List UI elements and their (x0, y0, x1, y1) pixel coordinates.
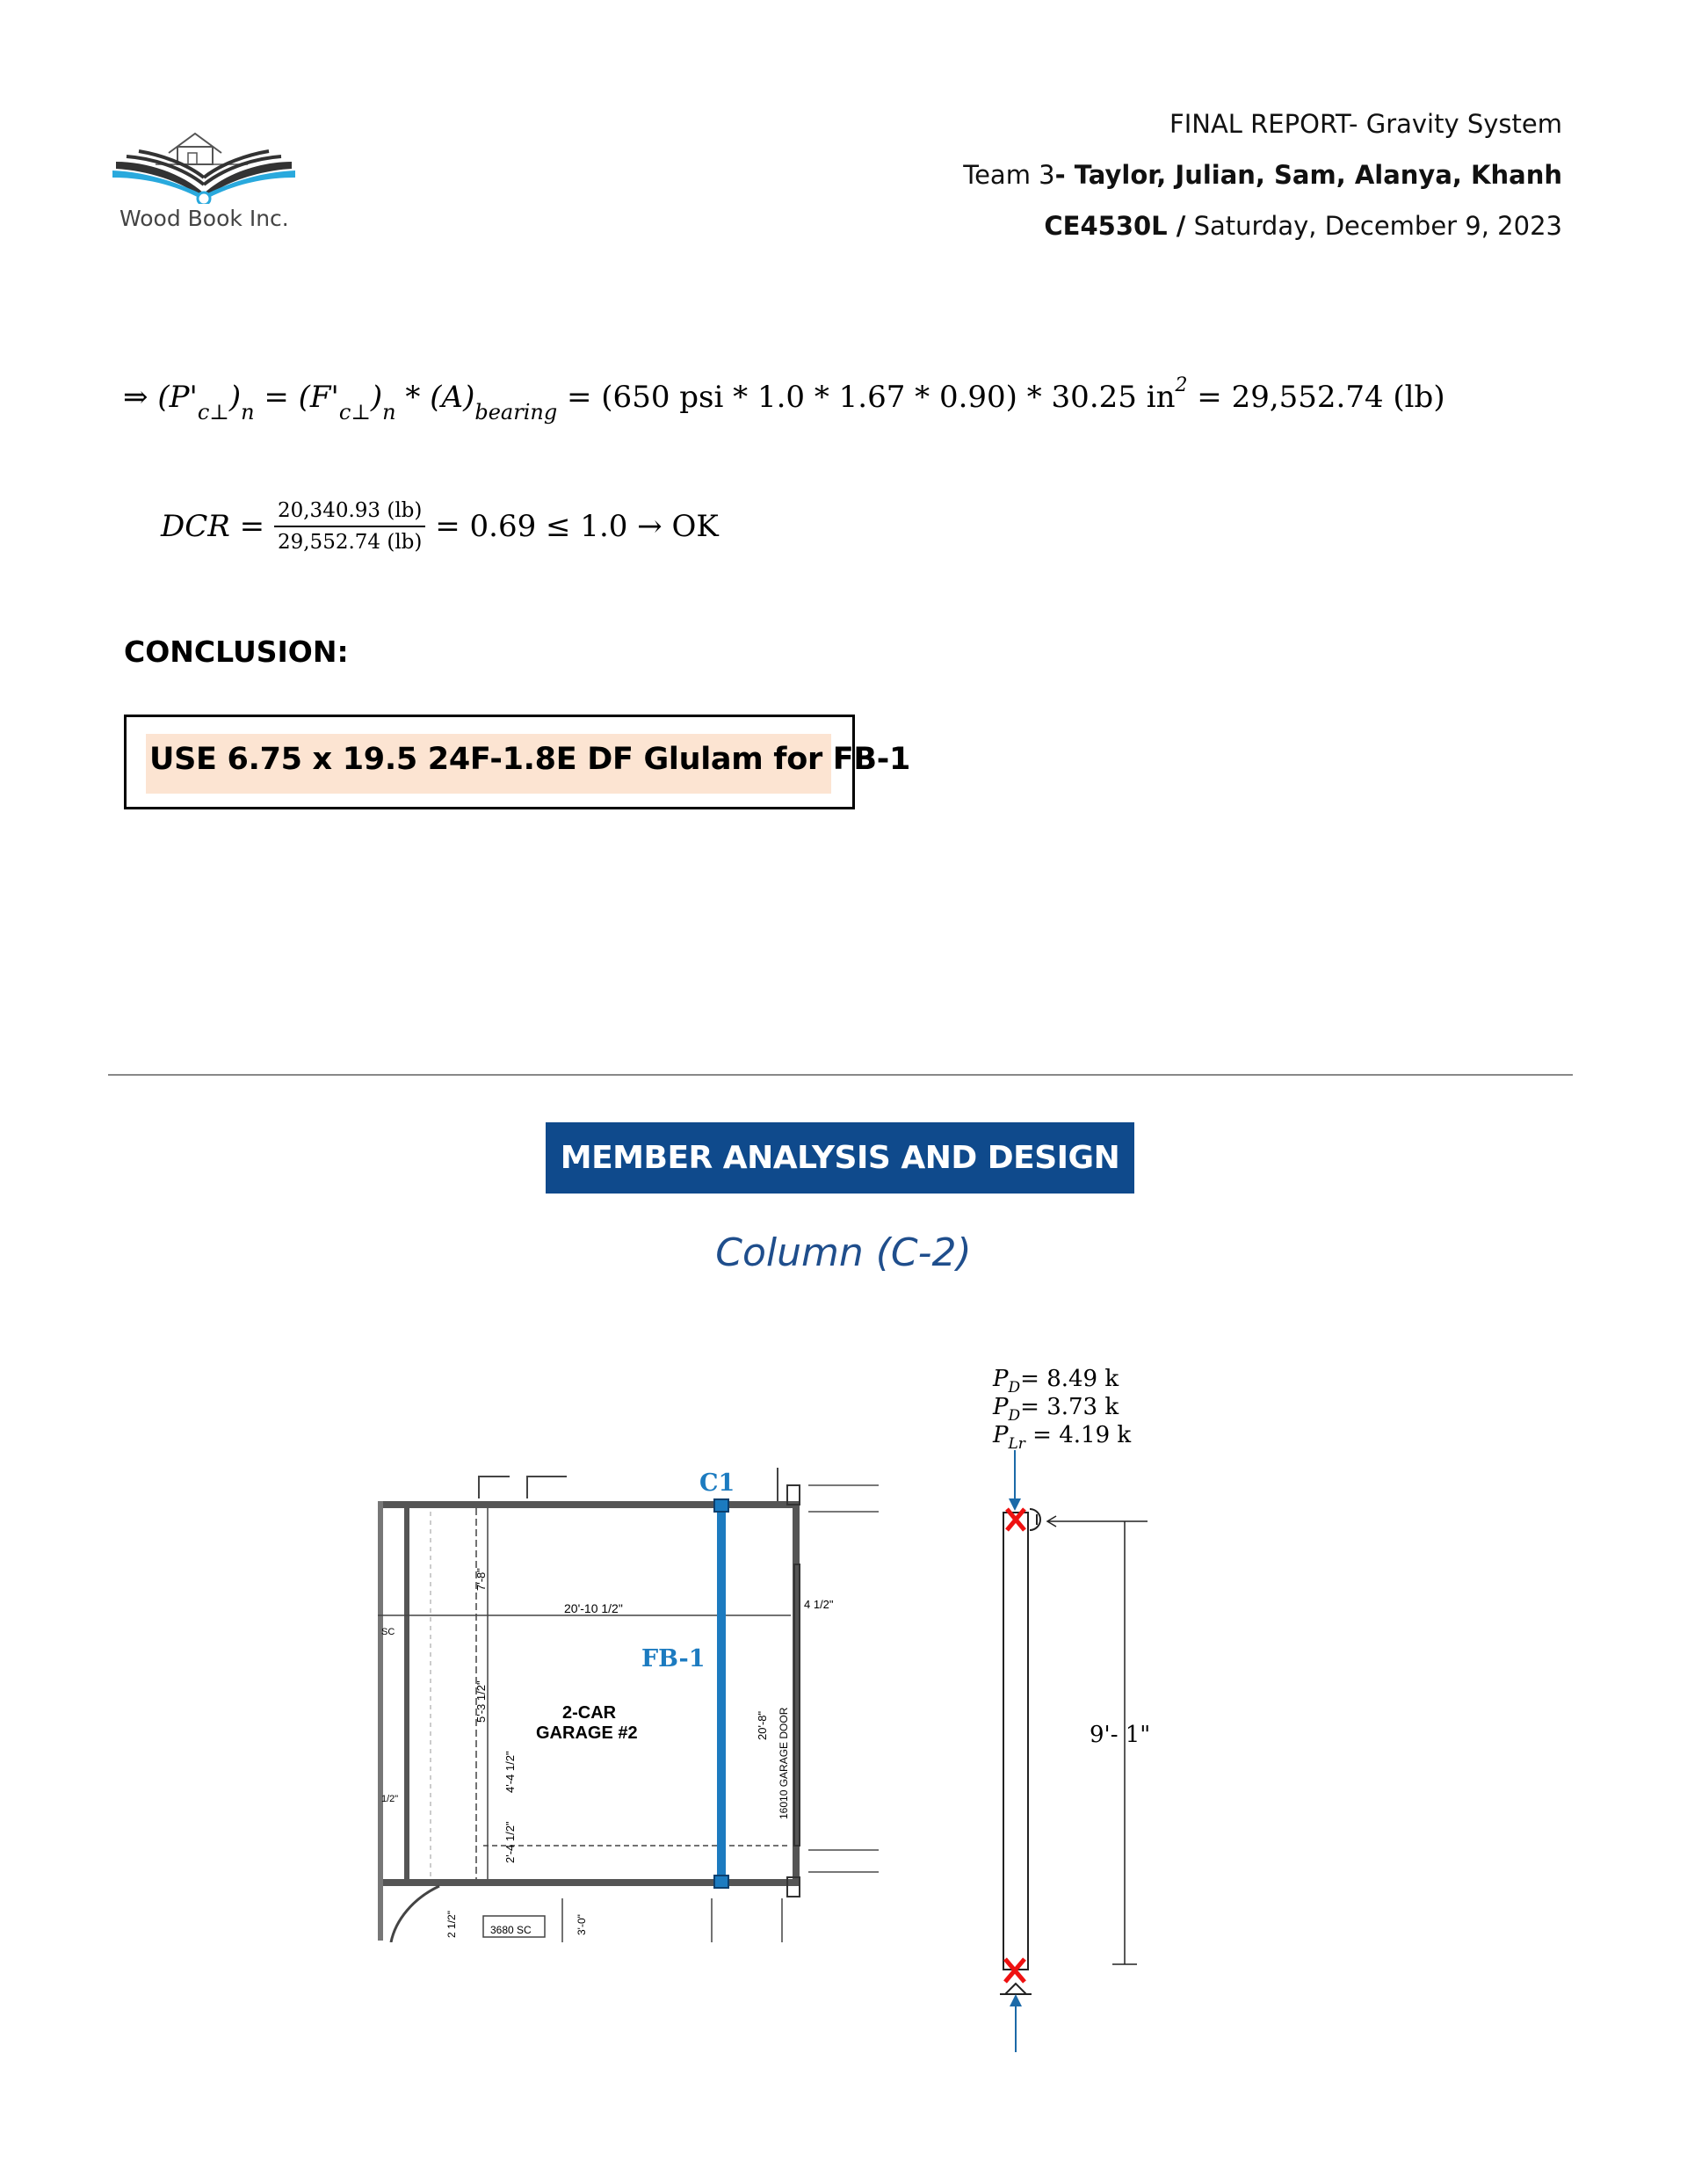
dim-label-d: 2'-4 1/2" (503, 1821, 517, 1863)
window-label: 3680 SC (490, 1924, 532, 1936)
bearing-capacity-equation: ⇒ $(P'_{c\perp})_n = (F'_{c\perp})_n * (A)_{bearing} = (650$ psi * 1.0 * 1.67 * 0.90) * 30.25 $in^2 = 29,552.74$ (lb) (123, 374, 1445, 424)
section-divider (108, 1074, 1573, 1076)
dim-bottom-label: 3'-0" (576, 1914, 588, 1935)
conclusion-text: USE 6.75 x 19.5 24F-1.8E DF Glulam for FB-1 (149, 742, 911, 777)
c1-column-top (714, 1499, 728, 1512)
dim-right-label: 20'-8" (756, 1710, 769, 1740)
section-banner: MEMBER ANALYSIS AND DESIGN (546, 1122, 1134, 1194)
column-free-body-diagram (984, 1358, 1213, 2061)
roof-live-load-label: $P_{Lr} = 4.19$ k (993, 1422, 1132, 1453)
c1-column-bottom (714, 1876, 728, 1888)
garage-label-line1: 2-CAR (562, 1703, 617, 1723)
left-sc-label: SC (381, 1627, 395, 1637)
dim-right-top-label: 4 1/2" (804, 1598, 834, 1611)
dim-label-b: 5'-3 1/2" (474, 1680, 488, 1723)
dead-load-2-label: $P_D= 3.73$ k (993, 1394, 1119, 1425)
dead-load-label: $P_D= 8.49$ k (993, 1366, 1119, 1397)
column-height-label: 9'- 1" (1090, 1722, 1151, 1748)
garage-door-label: 16010 GARAGE DOOR (778, 1707, 790, 1819)
fb1-beam (717, 1510, 726, 1877)
c1-label: C1 (699, 1469, 735, 1497)
column-load-diagram (984, 1358, 1213, 2061)
dim-label-a: 7'-8" (474, 1568, 488, 1591)
section-subtitle: Column (C-2) (715, 1230, 972, 1275)
fb1-label: FB-1 (641, 1645, 706, 1672)
conclusion-box (124, 715, 911, 809)
dim-bottom-left-label: 2 1/2" (445, 1911, 458, 1938)
conclusion-heading: CONCLUSION: (124, 635, 349, 669)
dcr-equation: DCR = $\frac{20,340.93 (lb)}{29,552.74 (lb)}$ = 0.69 ≤ 1.0 → OK (161, 499, 719, 554)
floor-plan-drawing (378, 1459, 887, 1942)
column-member (1003, 1513, 1028, 1970)
company-logo (107, 107, 300, 239)
open-book-house-icon (107, 107, 300, 204)
left-half-label: 1/2" (381, 1794, 399, 1804)
garage-floor-plan (378, 1459, 887, 1942)
team-line: Team 3- Taylor, Julian, Sam, Alanya, Khanh (963, 160, 1562, 190)
garage-label-line2: GARAGE #2 (536, 1723, 638, 1743)
course-date-line: CE4530L / Saturday, December 9, 2023 (1044, 211, 1562, 241)
dcr-fraction: $\frac{20,340.93 (lb)}{29,552.74 (lb)}$ (274, 499, 425, 554)
report-title: FINAL REPORT- Gravity System (1169, 109, 1562, 139)
dim-top-label: 20'-10 1/2" (564, 1601, 623, 1615)
logo-text: Wood Book Inc. (119, 206, 289, 231)
dim-label-c: 4'-4 1/2" (503, 1751, 517, 1793)
